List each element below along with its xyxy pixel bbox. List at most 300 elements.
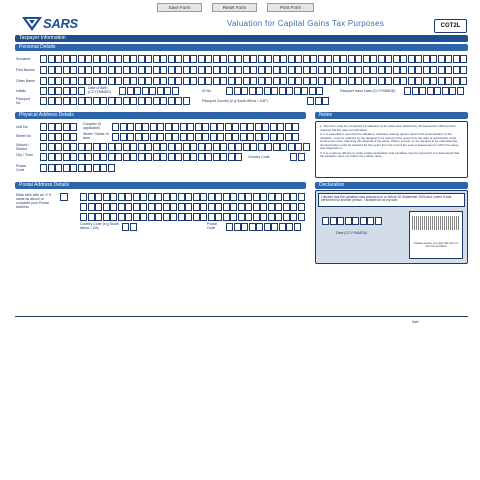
postal-line-1[interactable] [80, 193, 305, 201]
char-box[interactable] [235, 77, 242, 85]
char-box[interactable] [40, 143, 47, 151]
char-box[interactable] [100, 143, 107, 151]
country-code-field[interactable] [290, 153, 305, 161]
char-box[interactable] [168, 153, 175, 161]
char-box[interactable] [400, 77, 407, 85]
char-box[interactable] [110, 193, 117, 201]
char-box[interactable] [195, 133, 202, 141]
char-box[interactable] [340, 77, 347, 85]
char-box[interactable] [310, 55, 317, 63]
char-box[interactable] [232, 133, 239, 141]
char-box[interactable] [370, 55, 377, 63]
char-box[interactable] [48, 133, 55, 141]
char-box[interactable] [315, 97, 322, 105]
char-box[interactable] [190, 66, 197, 74]
char-box[interactable] [273, 143, 280, 151]
char-box[interactable] [213, 153, 220, 161]
street-no-field[interactable] [40, 133, 78, 141]
char-box[interactable] [185, 213, 192, 221]
char-box[interactable] [93, 97, 100, 105]
char-box[interactable] [88, 193, 95, 201]
char-box[interactable] [163, 203, 170, 211]
char-box[interactable] [230, 193, 237, 201]
char-box[interactable] [275, 193, 282, 201]
char-box[interactable] [355, 55, 362, 63]
char-box[interactable] [285, 123, 292, 131]
char-box[interactable] [103, 213, 110, 221]
char-box[interactable] [198, 143, 205, 151]
char-box[interactable] [115, 77, 122, 85]
char-box[interactable] [378, 66, 385, 74]
char-box[interactable] [265, 66, 272, 74]
char-box[interactable] [63, 87, 70, 95]
char-box[interactable] [307, 97, 314, 105]
char-box[interactable] [140, 203, 147, 211]
char-box[interactable] [55, 77, 62, 85]
char-box[interactable] [423, 66, 430, 74]
char-box[interactable] [55, 123, 62, 131]
char-box[interactable] [415, 55, 422, 63]
char-box[interactable] [271, 223, 278, 231]
char-box[interactable] [355, 66, 362, 74]
char-box[interactable] [264, 223, 271, 231]
char-box[interactable] [288, 55, 295, 63]
char-box[interactable] [434, 87, 441, 95]
char-box[interactable] [40, 123, 47, 131]
char-box[interactable] [70, 66, 77, 74]
char-box[interactable] [270, 133, 277, 141]
char-box[interactable] [115, 153, 122, 161]
char-box[interactable] [265, 77, 272, 85]
char-box[interactable] [301, 87, 308, 95]
char-box[interactable] [226, 87, 233, 95]
char-box[interactable] [325, 77, 332, 85]
char-box[interactable] [108, 55, 115, 63]
char-box[interactable] [419, 87, 426, 95]
char-box[interactable] [265, 55, 272, 63]
char-box[interactable] [63, 133, 70, 141]
char-box[interactable] [78, 87, 85, 95]
char-box[interactable] [243, 66, 250, 74]
char-box[interactable] [303, 143, 310, 151]
char-box[interactable] [430, 66, 437, 74]
char-box[interactable] [178, 213, 185, 221]
char-box[interactable] [280, 143, 287, 151]
char-box[interactable] [363, 77, 370, 85]
char-box[interactable] [205, 77, 212, 85]
char-box[interactable] [240, 133, 247, 141]
char-box[interactable] [127, 123, 134, 131]
save-form-button[interactable]: Save Form [157, 3, 202, 12]
char-box[interactable] [340, 66, 347, 74]
char-box[interactable] [93, 77, 100, 85]
char-box[interactable] [190, 55, 197, 63]
char-box[interactable] [245, 203, 252, 211]
char-box[interactable] [115, 97, 122, 105]
char-box[interactable] [208, 213, 215, 221]
char-box[interactable] [220, 143, 227, 151]
char-box[interactable] [325, 66, 332, 74]
char-box[interactable] [213, 55, 220, 63]
char-box[interactable] [115, 66, 122, 74]
char-box[interactable] [363, 55, 370, 63]
char-box[interactable] [460, 66, 467, 74]
char-box[interactable] [453, 55, 460, 63]
char-box[interactable] [115, 143, 122, 151]
char-box[interactable] [130, 97, 137, 105]
char-box[interactable] [430, 77, 437, 85]
char-box[interactable] [190, 143, 197, 151]
char-box[interactable] [178, 193, 185, 201]
char-box[interactable] [138, 97, 145, 105]
char-box[interactable] [330, 217, 337, 225]
char-box[interactable] [367, 217, 374, 225]
char-box[interactable] [108, 77, 115, 85]
char-box[interactable] [175, 77, 182, 85]
char-box[interactable] [85, 55, 92, 63]
char-box[interactable] [157, 123, 164, 131]
char-box[interactable] [85, 77, 92, 85]
char-box[interactable] [55, 66, 62, 74]
char-box[interactable] [415, 77, 422, 85]
char-box[interactable] [333, 55, 340, 63]
char-box[interactable] [175, 66, 182, 74]
postal-line-2[interactable] [80, 203, 305, 211]
char-box[interactable] [292, 133, 299, 141]
char-box[interactable] [385, 66, 392, 74]
char-box[interactable] [145, 66, 152, 74]
char-box[interactable] [100, 66, 107, 74]
char-box[interactable] [235, 66, 242, 74]
char-box[interactable] [265, 143, 272, 151]
char-box[interactable] [235, 153, 242, 161]
char-box[interactable] [110, 203, 117, 211]
char-box[interactable] [153, 153, 160, 161]
char-box[interactable] [220, 77, 227, 85]
char-box[interactable] [220, 153, 227, 161]
char-box[interactable] [295, 143, 302, 151]
char-box[interactable] [258, 66, 265, 74]
char-box[interactable] [310, 77, 317, 85]
char-box[interactable] [127, 133, 134, 141]
complex-field[interactable] [112, 123, 300, 131]
char-box[interactable] [283, 203, 290, 211]
char-box[interactable] [153, 66, 160, 74]
char-box[interactable] [149, 87, 156, 95]
char-box[interactable] [198, 66, 205, 74]
char-box[interactable] [378, 55, 385, 63]
char-box[interactable] [40, 164, 47, 172]
char-box[interactable] [228, 143, 235, 151]
char-box[interactable] [238, 213, 245, 221]
char-box[interactable] [63, 77, 70, 85]
char-box[interactable] [275, 213, 282, 221]
char-box[interactable] [175, 55, 182, 63]
char-box[interactable] [178, 203, 185, 211]
char-box[interactable] [288, 66, 295, 74]
char-box[interactable] [423, 77, 430, 85]
char-box[interactable] [93, 164, 100, 172]
char-box[interactable] [294, 87, 301, 95]
char-box[interactable] [438, 55, 445, 63]
char-box[interactable] [235, 143, 242, 151]
passport-issue-field[interactable] [404, 87, 464, 95]
char-box[interactable] [80, 193, 87, 201]
char-box[interactable] [55, 143, 62, 151]
char-box[interactable] [322, 97, 329, 105]
char-box[interactable] [165, 133, 172, 141]
char-box[interactable] [183, 153, 190, 161]
char-box[interactable] [142, 123, 149, 131]
char-box[interactable] [153, 55, 160, 63]
char-box[interactable] [245, 213, 252, 221]
char-box[interactable] [210, 133, 217, 141]
char-box[interactable] [118, 213, 125, 221]
char-box[interactable] [160, 66, 167, 74]
char-box[interactable] [295, 55, 302, 63]
char-box[interactable] [153, 143, 160, 151]
char-box[interactable] [337, 217, 344, 225]
char-box[interactable] [95, 213, 102, 221]
char-box[interactable] [268, 193, 275, 201]
other-name-field[interactable] [40, 77, 468, 85]
char-box[interactable] [138, 153, 145, 161]
char-box[interactable] [103, 193, 110, 201]
suburb-field[interactable] [40, 143, 310, 151]
char-box[interactable] [400, 55, 407, 63]
char-box[interactable] [223, 193, 230, 201]
char-box[interactable] [303, 66, 310, 74]
char-box[interactable] [155, 203, 162, 211]
char-box[interactable] [140, 213, 147, 221]
char-box[interactable] [449, 87, 456, 95]
char-box[interactable] [202, 133, 209, 141]
char-box[interactable] [262, 123, 269, 131]
char-box[interactable] [200, 203, 207, 211]
char-box[interactable] [55, 87, 62, 95]
char-box[interactable] [130, 77, 137, 85]
char-box[interactable] [63, 164, 70, 172]
char-box[interactable] [168, 77, 175, 85]
char-box[interactable] [290, 203, 297, 211]
char-box[interactable] [88, 203, 95, 211]
char-box[interactable] [250, 77, 257, 85]
char-box[interactable] [228, 55, 235, 63]
char-box[interactable] [445, 77, 452, 85]
char-box[interactable] [185, 203, 192, 211]
char-box[interactable] [48, 66, 55, 74]
char-box[interactable] [345, 217, 352, 225]
char-box[interactable] [438, 66, 445, 74]
char-box[interactable] [130, 55, 137, 63]
char-box[interactable] [55, 153, 62, 161]
char-box[interactable] [256, 223, 263, 231]
char-box[interactable] [412, 87, 419, 95]
char-box[interactable] [70, 133, 77, 141]
char-box[interactable] [100, 55, 107, 63]
char-box[interactable] [360, 217, 367, 225]
char-box[interactable] [290, 213, 297, 221]
char-box[interactable] [40, 133, 47, 141]
same-as-above-checkbox[interactable] [60, 193, 68, 201]
char-box[interactable] [115, 55, 122, 63]
char-box[interactable] [348, 55, 355, 63]
char-box[interactable] [180, 123, 187, 131]
char-box[interactable] [215, 193, 222, 201]
char-box[interactable] [125, 203, 132, 211]
char-box[interactable] [123, 153, 130, 161]
char-box[interactable] [120, 133, 127, 141]
char-box[interactable] [241, 87, 248, 95]
char-box[interactable] [249, 223, 256, 231]
char-box[interactable] [78, 55, 85, 63]
char-box[interactable] [63, 143, 70, 151]
char-box[interactable] [118, 203, 125, 211]
char-box[interactable] [225, 133, 232, 141]
char-box[interactable] [230, 203, 237, 211]
postal-country-code-field[interactable] [122, 223, 137, 231]
char-box[interactable] [160, 97, 167, 105]
char-box[interactable] [168, 66, 175, 74]
char-box[interactable] [63, 153, 70, 161]
char-box[interactable] [298, 213, 305, 221]
char-box[interactable] [255, 133, 262, 141]
char-box[interactable] [164, 87, 171, 95]
char-box[interactable] [103, 203, 110, 211]
char-box[interactable] [153, 77, 160, 85]
char-box[interactable] [138, 77, 145, 85]
char-box[interactable] [310, 66, 317, 74]
char-box[interactable] [195, 123, 202, 131]
char-box[interactable] [286, 223, 293, 231]
char-box[interactable] [190, 153, 197, 161]
char-box[interactable] [160, 143, 167, 151]
char-box[interactable] [352, 217, 359, 225]
char-box[interactable] [55, 97, 62, 105]
char-box[interactable] [55, 133, 62, 141]
char-box[interactable] [140, 193, 147, 201]
first-names-field[interactable] [40, 66, 468, 74]
char-box[interactable] [100, 77, 107, 85]
char-box[interactable] [70, 97, 77, 105]
char-box[interactable] [280, 77, 287, 85]
char-box[interactable] [198, 55, 205, 63]
char-box[interactable] [123, 77, 130, 85]
char-box[interactable] [78, 153, 85, 161]
char-box[interactable] [393, 77, 400, 85]
char-box[interactable] [70, 164, 77, 172]
char-box[interactable] [318, 66, 325, 74]
char-box[interactable] [280, 66, 287, 74]
char-box[interactable] [40, 87, 47, 95]
char-box[interactable] [142, 87, 149, 95]
char-box[interactable] [163, 213, 170, 221]
char-box[interactable] [442, 87, 449, 95]
char-box[interactable] [172, 87, 179, 95]
char-box[interactable] [183, 77, 190, 85]
char-box[interactable] [378, 77, 385, 85]
char-box[interactable] [316, 87, 323, 95]
char-box[interactable] [205, 153, 212, 161]
char-box[interactable] [40, 66, 47, 74]
char-box[interactable] [445, 55, 452, 63]
char-box[interactable] [160, 77, 167, 85]
char-box[interactable] [95, 203, 102, 211]
char-box[interactable] [155, 213, 162, 221]
char-box[interactable] [213, 143, 220, 151]
char-box[interactable] [258, 77, 265, 85]
char-box[interactable] [110, 213, 117, 221]
char-box[interactable] [262, 133, 269, 141]
char-box[interactable] [80, 213, 87, 221]
char-box[interactable] [393, 66, 400, 74]
char-box[interactable] [243, 143, 250, 151]
char-box[interactable] [264, 87, 271, 95]
char-box[interactable] [295, 77, 302, 85]
char-box[interactable] [228, 66, 235, 74]
char-box[interactable] [170, 213, 177, 221]
char-box[interactable] [295, 66, 302, 74]
initials-field[interactable] [40, 87, 85, 95]
city-field[interactable] [40, 153, 243, 161]
char-box[interactable] [48, 55, 55, 63]
char-box[interactable] [70, 123, 77, 131]
char-box[interactable] [298, 203, 305, 211]
char-box[interactable] [258, 55, 265, 63]
char-box[interactable] [241, 223, 248, 231]
char-box[interactable] [415, 66, 422, 74]
char-box[interactable] [170, 193, 177, 201]
char-box[interactable] [232, 123, 239, 131]
char-box[interactable] [175, 143, 182, 151]
char-box[interactable] [125, 193, 132, 201]
char-box[interactable] [303, 77, 310, 85]
char-box[interactable] [253, 213, 260, 221]
char-box[interactable] [260, 203, 267, 211]
char-box[interactable] [288, 143, 295, 151]
unit-no-field[interactable] [40, 123, 78, 131]
street-field[interactable] [112, 133, 300, 141]
char-box[interactable] [88, 213, 95, 221]
char-box[interactable] [325, 55, 332, 63]
char-box[interactable] [400, 66, 407, 74]
char-box[interactable] [168, 97, 175, 105]
char-box[interactable] [108, 66, 115, 74]
char-box[interactable] [150, 123, 157, 131]
char-box[interactable] [100, 153, 107, 161]
char-box[interactable] [193, 213, 200, 221]
char-box[interactable] [273, 66, 280, 74]
char-box[interactable] [150, 133, 157, 141]
char-box[interactable] [290, 153, 297, 161]
char-box[interactable] [112, 123, 119, 131]
char-box[interactable] [85, 153, 92, 161]
char-box[interactable] [193, 193, 200, 201]
char-box[interactable] [213, 77, 220, 85]
char-box[interactable] [163, 193, 170, 201]
char-box[interactable] [78, 97, 85, 105]
char-box[interactable] [183, 66, 190, 74]
char-box[interactable] [40, 153, 47, 161]
surname-field[interactable] [40, 55, 468, 63]
reset-form-button[interactable]: Reset Form [212, 3, 257, 12]
char-box[interactable] [322, 217, 329, 225]
char-box[interactable] [78, 66, 85, 74]
char-box[interactable] [258, 143, 265, 151]
char-box[interactable] [145, 153, 152, 161]
char-box[interactable] [385, 77, 392, 85]
char-box[interactable] [215, 213, 222, 221]
